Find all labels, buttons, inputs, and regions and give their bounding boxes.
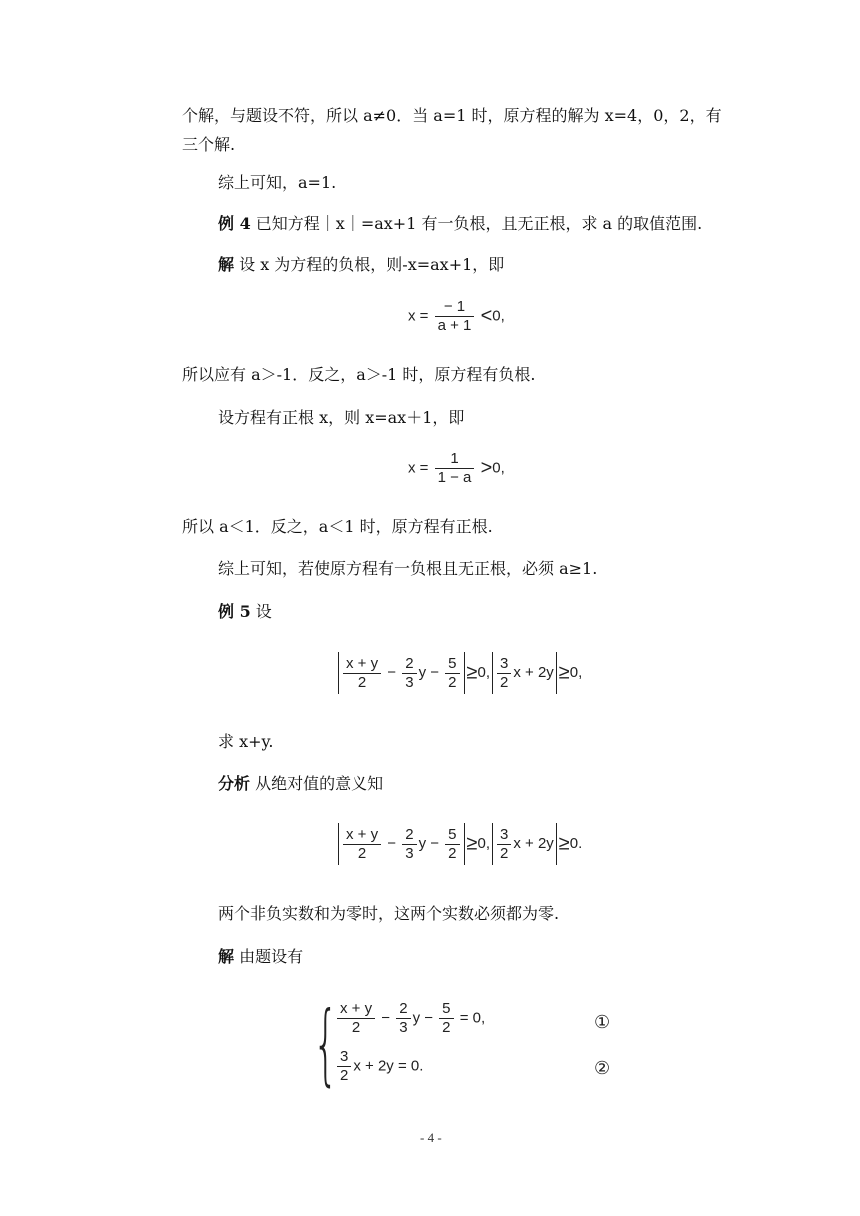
solution-2-line <box>218 945 303 969</box>
system-row-2: $\frac{3}{2}$ x + 2y = 0. <box>335 1048 423 1085</box>
example-5-label: 例 5 <box>218 602 251 621</box>
text-line-3: 综上可知，a=1. <box>218 173 337 192</box>
solution-2-label: 解 <box>218 947 235 966</box>
example-5-text: 设 <box>250 602 272 621</box>
text-line-9: 综上可知，若使原方程有一负根且无正根，必须 a≥1. <box>218 559 598 578</box>
solution-1-line <box>218 253 504 277</box>
system-row-1: $\frac{x + y}{2}$ − $\frac{2}{3}$ y − $\frac{5}{2}$ = 0, <box>335 1000 485 1037</box>
text-line-1: 个解，与题设不符，所以 a≠0．当 a=1 时，原方程的解为 x=4，0，2，有 <box>182 106 722 125</box>
equation-absolute-values-2: $\frac{x + y}{2}$ − $\frac{2}{3}$ y − $\frac{5}{2}$ ≥0, $\frac{3}{2}$ x + 2y ≥0. <box>336 823 582 865</box>
analysis-label: 分析 <box>218 774 251 793</box>
solution-1-text: 设 x 为方程的负根，则-x=ax+1，即 <box>234 255 505 274</box>
example-4-text: 已知方程｜x｜=ax+1 有一负根，且无正根，求 a 的取值范围. <box>250 214 703 233</box>
text-line-7: 设方程有正根 x，则 x=ax＋1，即 <box>218 408 465 427</box>
page-number: - 4 - <box>420 1130 442 1145</box>
example-4-label: 例 4 <box>218 214 251 233</box>
text-line-11: 求 x+y. <box>218 732 274 751</box>
example-4-line <box>218 212 702 236</box>
analysis-text: 从绝对值的意义知 <box>250 774 384 793</box>
equation-negative-root: x = $\frac{- 1}{a + 1}$ <0, <box>408 298 505 334</box>
solution-2-text: 由题设有 <box>234 947 304 966</box>
equation-marker-2: ② <box>594 1058 611 1079</box>
equation-absolute-values-1: $\frac{x + y}{2}$ − $\frac{2}{3}$ y − $\frac{5}{2}$ ≥0, $\frac{3}{2}$ x + 2y ≥0, <box>336 652 582 694</box>
text-line-13: 两个非负实数和为零时，这两个实数必须都为零. <box>218 904 560 923</box>
equation-marker-1: ① <box>594 1012 611 1033</box>
equation-positive-root: x = $\frac{1}{1 - a}$ >0, <box>408 450 505 486</box>
system-brace: { <box>313 992 339 1095</box>
text-line-8: 所以 a＜1．反之，a＜1 时，原方程有正根. <box>182 517 493 536</box>
solution-1-label: 解 <box>218 255 235 274</box>
text-line-2: 三个解. <box>182 135 236 154</box>
example-5-line <box>218 600 272 624</box>
text-line-6: 所以应有 a＞-1．反之，a＞-1 时，原方程有负根. <box>182 365 536 384</box>
analysis-line <box>218 772 383 796</box>
